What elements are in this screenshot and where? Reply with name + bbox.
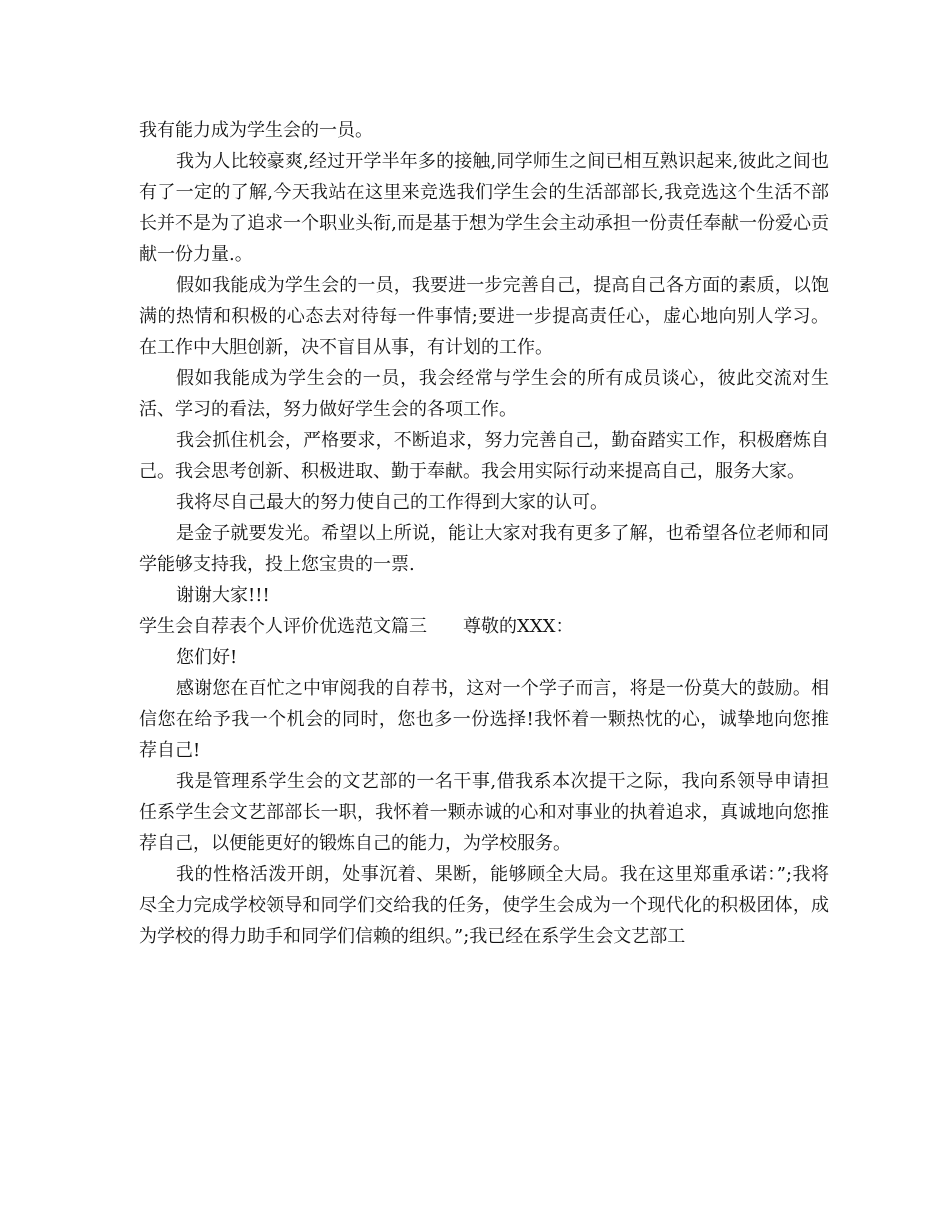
paragraph-4: 假如我能成为学生会的一员，我会经常与学生会的所有成员谈心，彼此交流对生活、学习的看法，努力做好学生会的各项工作。 [139, 368, 829, 420]
paragraph-12: 我的性格活泼开朗，处事沉着、果断，能够顾全大局。我在这里郑重承诺：”;我将尽全力完成学校领导和同学们交给我的任务，使学生会成为一个现代化的积极团体，成为学校的得力助手和同学们信赖的组织。”;我已经在系学生会文艺部工 [139, 864, 829, 947]
paragraph-2: 我为人比较豪爽,经过开学半年多的接触,同学师生之间已相互熟识起来,彼此之间也有了一定的了解,今天我站在这里来竞选我们学生会的生活部部长,我竞选这个生活不部长并不是为了追求一个职业头衔,而是基于想为学生会主动承担一份责任奉献一份爱心贡献一份力量.。 [139, 151, 829, 265]
paragraph-10: 感谢您在百忙之中审阅我的自荐书，这对一个学子而言，将是一份莫大的鼓励。相信您在给予我一个机会的同时，您也多一份选择!我怀着一颗热忱的心，诚挚地向您推荐自己! [139, 678, 829, 761]
paragraph-5: 我会抓住机会，严格要求，不断追求，努力完善自己，勤奋踏实工作，积极磨炼自己。我会思考创新、积极进取、勤于奉献。我会用实际行动来提高自己，服务大家。 [139, 430, 829, 482]
section-title: 学生会自荐表个人评价优选范文篇三 [139, 616, 427, 637]
paragraph-7: 是金子就要发光。希望以上所说，能让大家对我有更多了解，也希望各位老师和同学能够支持我，投上您宝贵的一票. [139, 523, 829, 575]
paragraph-8: 谢谢大家!!! [176, 585, 270, 606]
salutation: 尊敬的XXX： [463, 616, 574, 637]
document-body [139, 115, 829, 952]
paragraph-3: 假如我能成为学生会的一员，我要进一步完善自己，提高自己各方面的素质，以饱满的热情和积极的心态去对待每一件事情;要进一步提高责任心，虚心地向别人学习。在工作中大胆创新，决不盲目从事，有计划的工作。 [139, 275, 829, 358]
paragraph-9: 您们好! [176, 647, 238, 668]
section-heading-line [139, 611, 829, 642]
paragraph-6: 我将尽自己最大的努力使自己的工作得到大家的认可。 [176, 492, 608, 513]
paragraph-11: 我是管理系学生会的文艺部的一名干事,借我系本次提干之际，我向系领导申请担任系学生会文艺部部长一职，我怀着一颗赤诚的心和对事业的执着追求，真诚地向您推荐自己，以便能更好的锻炼自己的能力，为学校服务。 [139, 771, 829, 854]
paragraph-1: 我有能力成为学生会的一员。 [139, 120, 373, 141]
